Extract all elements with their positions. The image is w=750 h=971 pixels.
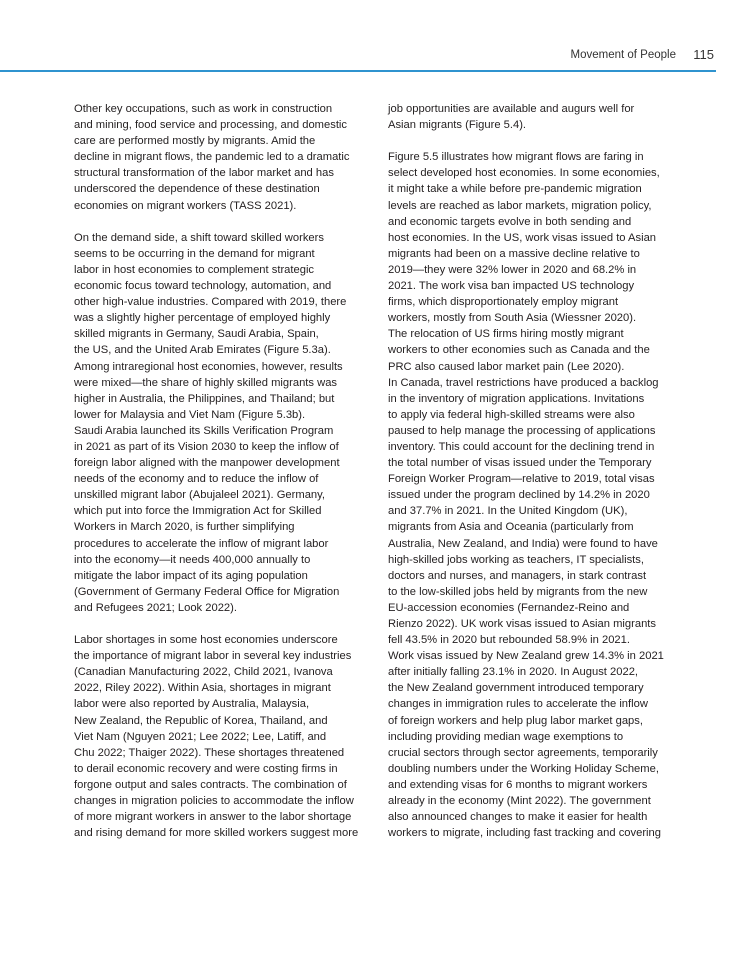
text-line: lower for Malaysia and Viet Nam (Figure 5.3b). bbox=[74, 408, 306, 421]
left-column bbox=[74, 101, 374, 841]
text-line: and rising demand for more skilled workers suggest more bbox=[74, 827, 359, 840]
text-line: Other key occupations, such as work in construction bbox=[74, 103, 333, 115]
text-line: care are performed mostly by migrants. Amid the bbox=[74, 135, 316, 148]
header-rule bbox=[0, 70, 716, 72]
text-line: Foreign Worker Program—relative to 2019, total visas bbox=[388, 473, 655, 486]
text-line: paused to help manage the processing of applications bbox=[388, 424, 656, 437]
text-line: were mixed—the share of highly skilled migrants was bbox=[74, 376, 338, 389]
text-line: the New Zealand government introduced temporary bbox=[388, 682, 644, 695]
text-line: workers, mostly from South Asia (Wiessner 2020). bbox=[388, 312, 637, 325]
text-line: levels are reached as labor markets, migration policy, bbox=[388, 199, 652, 212]
right-column bbox=[388, 101, 688, 841]
text-line: underscored the dependence of these destination bbox=[74, 183, 320, 196]
text-line: other high-value industries. Compared with 2019, there bbox=[74, 296, 347, 309]
text-line: In Canada, travel restrictions have produced a backlog bbox=[388, 376, 659, 389]
text-line: inventory. This could account for the declining trend in bbox=[388, 440, 655, 453]
text-line: host economies. In the US, work visas issued to Asian bbox=[388, 231, 657, 244]
text-line: the US, and the United Arab Emirates (Figure 5.3a). bbox=[74, 344, 331, 357]
text-line: changes in migration policies to accommodate the inflow bbox=[74, 795, 354, 808]
text-line: the total number of visas issued under the Temporary bbox=[388, 457, 652, 470]
text-line: to derail economic recovery and were costing firms in bbox=[74, 762, 338, 775]
text-line: of more migrant workers in answer to the labor shortage bbox=[74, 811, 352, 824]
text-line: high-skilled jobs working as teachers, IT specialists, bbox=[388, 553, 644, 566]
text-line: firms, which disproportionately employ migrant bbox=[388, 296, 619, 309]
text-line: including providing median wage exemptions to bbox=[388, 730, 624, 743]
paragraph bbox=[74, 230, 374, 616]
text-line: economic focus toward technology, automation, and bbox=[74, 280, 332, 293]
text-line: and 37.7% in 2021. In the United Kingdom (UK), bbox=[388, 505, 628, 518]
text-line: 2021. The work visa ban impacted US technology bbox=[388, 280, 635, 293]
text-line: it might take a while before pre-pandemic migration bbox=[388, 183, 642, 196]
text-line: doctors and nurses, and managers, in stark contrast bbox=[388, 569, 647, 582]
text-line: structural transformation of the labor market and has bbox=[74, 167, 334, 180]
text-line: Work visas issued by New Zealand grew 14.3% in 2021 bbox=[388, 650, 664, 663]
text-line: Rienzo 2022). UK work visas issued to Asian migrants bbox=[388, 618, 656, 630]
text-line: (Government of Germany Federal Office for Migration bbox=[74, 585, 340, 598]
paragraph bbox=[388, 149, 688, 841]
text-line: Figure 5.5 illustrates how migrant flows are faring in bbox=[388, 151, 644, 164]
text-line: New Zealand, the Republic of Korea, Thailand, and bbox=[74, 714, 328, 727]
text-line: mitigate the labor impact of its aging population bbox=[74, 569, 308, 582]
text-line: Among intraregional host economies, however, results bbox=[74, 360, 343, 373]
text-line: changes in immigration rules to accelerate the inflow bbox=[388, 698, 648, 711]
text-line: select developed host economies. In some economies, bbox=[388, 167, 660, 180]
text-line: migrants had been on a massive decline relative to bbox=[388, 247, 640, 260]
text-line: Viet Nam (Nguyen 2021; Lee 2022; Lee, Latiff, and bbox=[74, 730, 327, 743]
text-line: 2019—they were 32% lower in 2020 and 68.2% in bbox=[388, 263, 637, 276]
text-line: migrants from Asia and Oceania (particularly from bbox=[388, 521, 634, 534]
text-line: after initially falling 23.1% in 2020. In August 2022, bbox=[388, 666, 639, 679]
text-line: (Canadian Manufacturing 2022, Child 2021, Ivanova bbox=[74, 666, 333, 679]
text-line: Chu 2022; Thaiger 2022). These shortages threatened bbox=[74, 746, 345, 759]
text-line: to apply via federal high-skilled streams were also bbox=[388, 408, 635, 421]
text-line: skilled migrants in Germany, Saudi Arabia, Spain, bbox=[74, 328, 319, 341]
text-line: higher in Australia, the Philippines, and Thailand; but bbox=[74, 392, 335, 405]
text-line: and extending visas for 6 months to migrant workers bbox=[388, 778, 648, 791]
text-line: Workers in March 2020, is further simplifying bbox=[74, 521, 295, 534]
text-line: On the demand side, a shift toward skilled workers bbox=[74, 231, 324, 244]
text-line: crucial sectors through sector agreements, temporarily bbox=[388, 746, 658, 759]
text-line: in 2021 as part of its Vision 2030 to keep the inflow of bbox=[74, 440, 339, 453]
text-line: and Refugees 2021; Look 2022). bbox=[74, 601, 237, 614]
text-line: EU-accession economies (Fernandez-Reino and bbox=[388, 601, 630, 614]
text-line: doubling numbers under the Working Holiday Scheme, bbox=[388, 762, 659, 775]
text-line: workers to migrate, including fast tracking and covering bbox=[388, 827, 661, 840]
page-number: 115 bbox=[693, 47, 714, 62]
text-line: issued under the program declined by 14.2% in 2020 bbox=[388, 489, 650, 502]
text-line: in the inventory of migration applications. Invitations bbox=[388, 392, 645, 405]
text-line: and mining, food service and processing, and domestic bbox=[74, 119, 348, 132]
text-line: Labor shortages in some host economies underscore bbox=[74, 634, 338, 647]
text-line: was a slightly higher percentage of employed highly bbox=[74, 312, 331, 325]
page-header bbox=[0, 0, 750, 72]
text-line: fell 43.5% in 2020 but rebounded 58.9% in 2021. bbox=[388, 634, 630, 647]
text-line: unskilled migrant labor (Abujaleel 2021). Germany, bbox=[74, 489, 326, 502]
text-line: which put into force the Immigration Act for Skilled bbox=[74, 505, 322, 518]
text-line: seems to be occurring in the demand for migrant bbox=[74, 247, 315, 260]
text-line: needs of the economy and to reduce the inflow of bbox=[74, 473, 319, 486]
text-line: to the low-skilled jobs held by migrants from the new bbox=[388, 585, 648, 598]
text-line: already in the economy (Mint 2022). The government bbox=[388, 795, 651, 808]
text-line: of foreign workers and help plug labor market gaps, bbox=[388, 714, 643, 727]
text-line: procedures to accelerate the inflow of migrant labor bbox=[74, 537, 329, 550]
text-line: Saudi Arabia launched its Skills Verification Program bbox=[74, 424, 334, 437]
text-line: also announced changes to make it easier for health bbox=[388, 811, 648, 824]
text-line: workers to other economies such as Canada and the bbox=[388, 344, 650, 357]
text-line: forgone output and sales contracts. The combination of bbox=[74, 778, 347, 791]
text-line: Asian migrants (Figure 5.4). bbox=[388, 119, 527, 132]
running-header-title: Movement of People bbox=[570, 49, 676, 61]
text-line: and economic targets evolve in both sending and bbox=[388, 215, 632, 228]
text-line: Australia, New Zealand, and India) were found to have bbox=[388, 537, 658, 550]
text-line: job opportunities are available and augurs well for bbox=[388, 103, 635, 115]
paragraph bbox=[74, 101, 374, 214]
text-line: PRC also caused labor market pain (Lee 2020). bbox=[388, 360, 625, 373]
text-line: into the economy—it needs 400,000 annually to bbox=[74, 553, 311, 566]
text-line: decline in migrant flows, the pandemic led to a dramatic bbox=[74, 151, 350, 164]
text-line: The relocation of US firms hiring mostly migrant bbox=[388, 328, 624, 341]
text-line: the importance of migrant labor in several key industries bbox=[74, 650, 352, 663]
paragraph bbox=[388, 101, 688, 133]
text-line: labor in host economies to complement strategic bbox=[74, 263, 315, 276]
text-line: 2022, Riley 2022). Within Asia, shortages in migrant bbox=[74, 682, 331, 695]
text-line: economies on migrant workers (TASS 2021). bbox=[74, 199, 297, 212]
paragraph bbox=[74, 632, 374, 841]
text-line: foreign labor aligned with the manpower development bbox=[74, 457, 340, 470]
text-line: labor were also reported by Australia, Malaysia, bbox=[74, 698, 310, 711]
